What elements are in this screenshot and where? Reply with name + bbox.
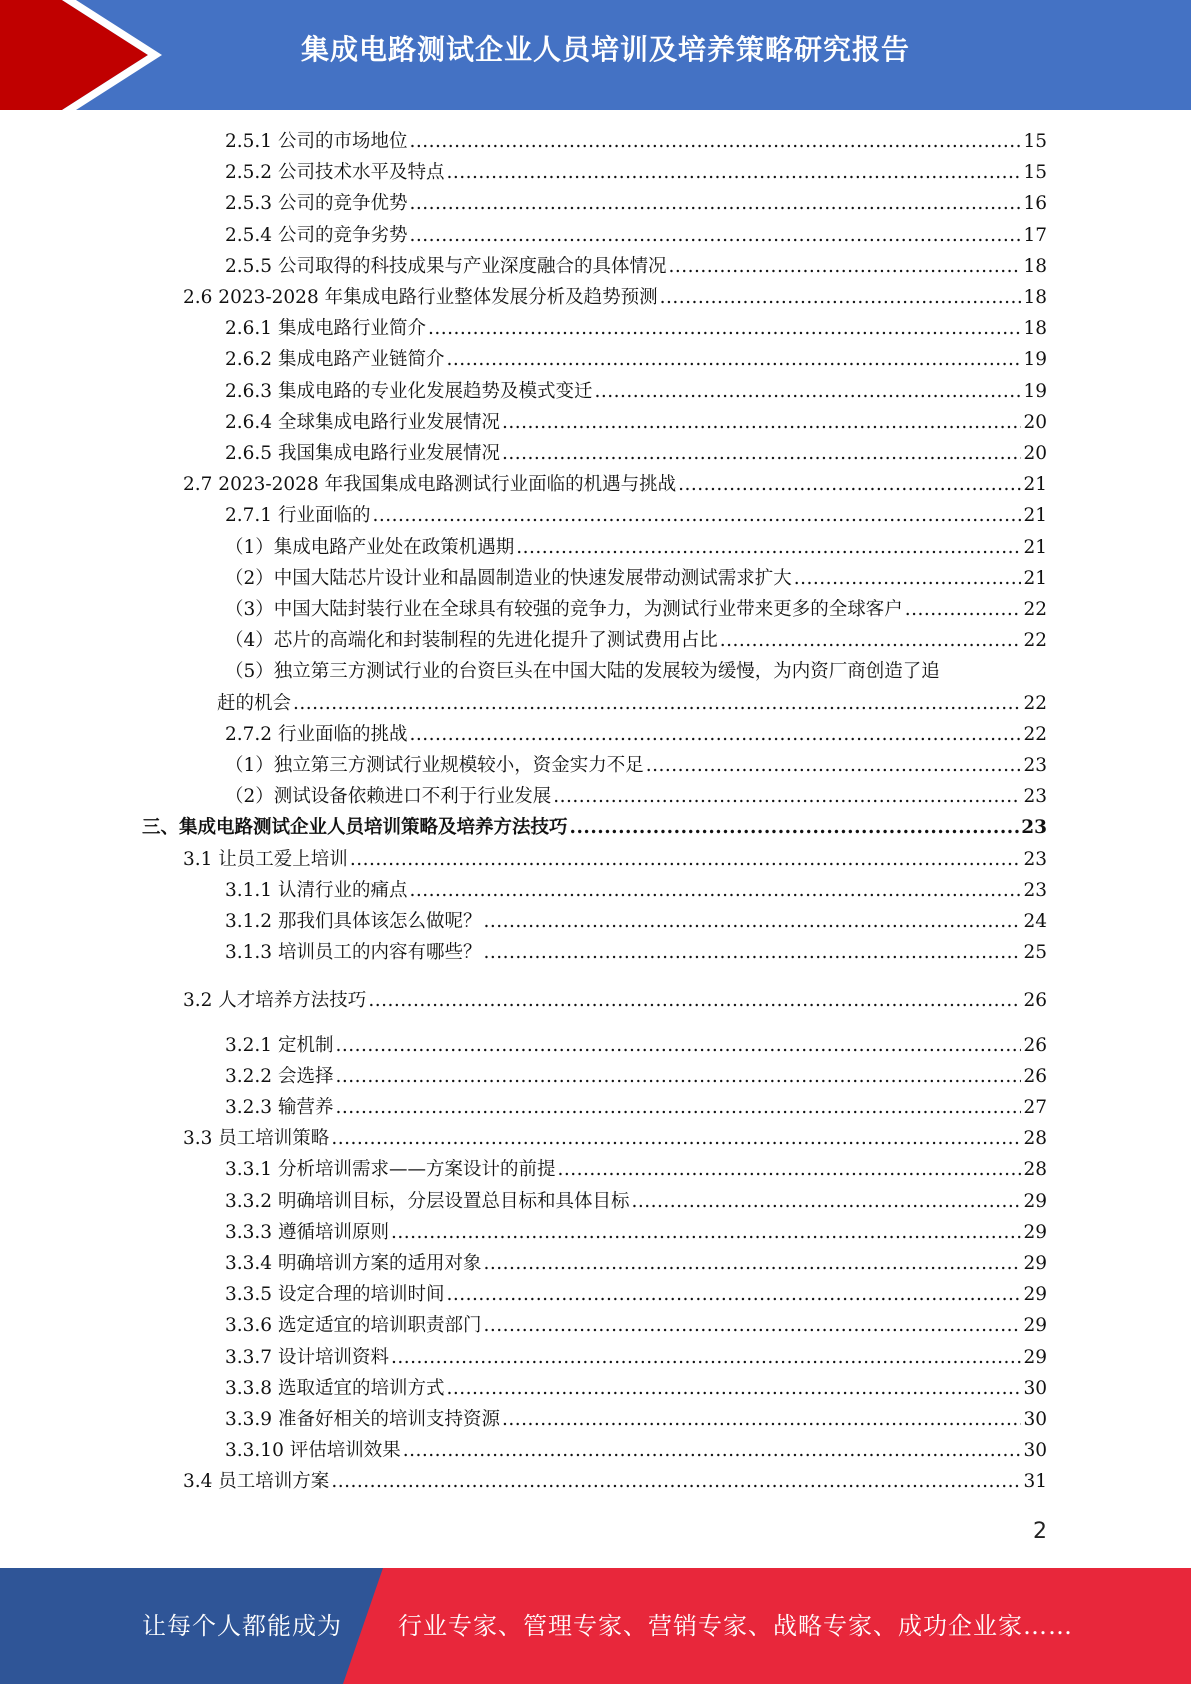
toc-leader-dots [391, 1217, 1021, 1248]
toc-entry[interactable] [225, 157, 1047, 188]
toc-leader-dots [660, 282, 1022, 313]
toc-entry[interactable] [225, 1030, 1047, 1061]
toc-entry-label: （4）芯片的高端化和封装制程的先进化提升了测试费用占比 [225, 630, 718, 652]
toc-entry[interactable] [225, 438, 1047, 469]
toc-entry-page: 29 [1023, 1346, 1047, 1368]
toc-entry-label: 3.1 让员工爱上培训 [183, 848, 348, 870]
toc-entry-label: 3.3.7 设计培训资料 [225, 1346, 389, 1368]
toc-entry-label: 3.2.1 定机制 [225, 1034, 334, 1056]
toc-entry-label: 2.7.2 行业面临的挑战 [225, 723, 408, 745]
toc-entry-page: 22 [1023, 599, 1047, 620]
toc-entry[interactable] [225, 625, 1047, 656]
toc-entry[interactable] [225, 1186, 1047, 1217]
toc-leader-dots [631, 1186, 1021, 1217]
toc-entry-page: 18 [1023, 287, 1047, 308]
toc-entry-page: 15 [1023, 162, 1047, 184]
toc-entry-page: 23 [1023, 755, 1047, 776]
toc-leader-dots [553, 781, 1021, 812]
toc-entry-page: 22 [1023, 630, 1047, 652]
toc-leader-dots [335, 1092, 1021, 1123]
toc-leader-dots [335, 1030, 1021, 1061]
toc-entry-page: 30 [1023, 1409, 1047, 1430]
toc-leader-dots [668, 251, 1021, 282]
toc-leader-dots [594, 376, 1021, 407]
page-footer [0, 1568, 1191, 1684]
toc-leader-dots [678, 469, 1021, 500]
toc-entry[interactable] [225, 1435, 1047, 1466]
toc-entry-label: 3.1.3 培训员工的内容有哪些？ [225, 942, 482, 964]
toc-leader-dots [502, 1404, 1021, 1435]
toc-leader-dots [409, 875, 1021, 906]
toc-entry-page: 23 [1023, 848, 1047, 870]
toc-entry[interactable] [225, 344, 1047, 375]
toc-entry-label: 2.6.5 我国集成电路行业发展情况 [225, 443, 500, 464]
toc-entry[interactable] [225, 563, 1047, 594]
toc-entry-label: 3.3.4 明确培训方案的适用对象 [225, 1253, 482, 1274]
toc-entry-page: 28 [1023, 1159, 1047, 1181]
toc-leader-dots [409, 188, 1021, 219]
toc-entry-label: 3.2.3 输营养 [225, 1097, 334, 1118]
toc-entry-page: 29 [1023, 1253, 1047, 1274]
toc-entry-label: 3.3.8 选取适宜的培训方式 [225, 1377, 445, 1399]
toc-entry[interactable] [225, 1342, 1047, 1373]
toc-entry-label: 2.7 2023-2028 年我国集成电路测试行业面临的机遇与挑战 [183, 474, 677, 496]
toc-leader-dots [403, 1435, 1022, 1466]
toc-entry-page: 19 [1023, 349, 1047, 371]
toc-entry-label: 3.1.2 那我们具体该怎么做呢？ [225, 911, 482, 932]
toc-entry-page: 18 [1023, 318, 1047, 340]
toc-leader-dots [646, 750, 1022, 781]
toc-entry-page: 21 [1023, 536, 1047, 558]
toc-leader-dots [372, 500, 1021, 531]
toc-entry-page: 29 [1023, 1315, 1047, 1337]
toc-entry[interactable] [183, 282, 1047, 313]
toc-entry[interactable] [225, 750, 1047, 781]
toc-leader-dots [516, 532, 1021, 563]
toc-leader-dots [331, 1466, 1021, 1497]
toc-entry[interactable] [225, 407, 1047, 438]
toc-entry-page: 17 [1023, 224, 1047, 246]
toc-entry[interactable] [183, 1123, 1047, 1154]
toc-entry-label: 3.3.10 评估培训效果 [225, 1440, 401, 1462]
toc-entry[interactable] [225, 313, 1047, 344]
toc-entry[interactable] [225, 1154, 1047, 1185]
toc-entry-page: 30 [1023, 1377, 1047, 1399]
toc-entry-page: 21 [1023, 505, 1047, 527]
toc-entry-page: 29 [1023, 1190, 1047, 1212]
toc-chapter[interactable] [142, 812, 1047, 843]
toc-leader-dots [905, 594, 1022, 625]
toc-leader-dots [483, 1310, 1021, 1341]
toc-entry-page: 25 [1023, 942, 1047, 964]
toc-entry-label: 2.6 2023-2028 年集成电路行业整体发展分析及趋势预测 [183, 287, 658, 308]
toc-entry[interactable] [225, 251, 1047, 282]
toc-leader-dots [368, 985, 1021, 1016]
toc-entry[interactable] [225, 188, 1047, 219]
toc-entry[interactable] [225, 937, 1047, 968]
footer-slogan-right: 行业专家、管理专家、营销专家、战略专家、成功企业家…… [398, 1612, 1073, 1640]
toc-entry-page: 18 [1023, 255, 1047, 277]
toc-entry-label: （1）集成电路产业处在政策机遇期 [225, 536, 515, 558]
toc-entry-label: （5）独立第三方测试行业的台资巨头在中国大陆的发展较为缓慢，为内资厂商创造了追 [225, 661, 940, 683]
toc-entry[interactable] [225, 1310, 1047, 1341]
footer-slogan-left: 让每个人都能成为 [142, 1612, 342, 1640]
toc-leader-dots [502, 407, 1021, 438]
toc-entry-label: 3.1.1 认清行业的痛点 [225, 879, 408, 901]
toc-entry[interactable] [225, 1373, 1047, 1404]
toc-entry-label: 3.3.6 选定适宜的培训职责部门 [225, 1315, 482, 1337]
toc-entry-label: 2.6.4 全球集成电路行业发展情况 [225, 411, 500, 433]
toc-entry-page: 20 [1023, 443, 1047, 464]
toc-entry-label: （3）中国大陆封装行业在全球具有较强的竞争力，为测试行业带来更多的全球客户 [225, 599, 903, 620]
page-header [0, 0, 1191, 110]
toc-entry[interactable] [225, 500, 1047, 531]
toc-entry-label: （2）中国大陆芯片设计业和晶圆制造业的快速发展带动测试需求扩大 [225, 567, 792, 589]
toc-entry-label: 3.2 人才培养方法技巧 [183, 990, 367, 1012]
toc-entry[interactable] [225, 875, 1047, 906]
toc-leader-dots [483, 937, 1021, 968]
toc-entry-page: 29 [1023, 1221, 1047, 1243]
toc-entry-label: 2.5.1 公司的市场地位 [225, 131, 408, 152]
toc-leader-dots [446, 157, 1021, 188]
toc-entry-page: 30 [1023, 1440, 1047, 1462]
toc-entry[interactable] [225, 376, 1047, 407]
toc-entry-page: 28 [1023, 1128, 1047, 1150]
toc-entry-page: 22 [1023, 723, 1047, 745]
toc-entry-label: 2.5.3 公司的竞争优势 [225, 193, 408, 215]
toc-entry-label: 3.3.1 分析培训需求——方案设计的前提 [225, 1159, 556, 1181]
toc-entry-label: 2.5.5 公司取得的科技成果与产业深度融合的具体情况 [225, 255, 667, 277]
toc-entry-page: 23 [1023, 786, 1047, 808]
toc-entry[interactable] [183, 985, 1047, 1016]
toc-entry-page: 29 [1023, 1284, 1047, 1306]
toc-leader-dots [409, 719, 1021, 750]
toc-entry-page: 26 [1023, 990, 1047, 1012]
toc-leader-dots [794, 563, 1022, 594]
toc-entry-page: 26 [1023, 1034, 1047, 1056]
toc-entry-label: 2.5.4 公司的竞争劣势 [225, 224, 408, 246]
toc-leader-dots [483, 906, 1021, 937]
toc-entry-label: 2.6.1 集成电路行业简介 [225, 318, 426, 340]
toc-entry-continuation[interactable] [217, 688, 1047, 719]
toc-leader-dots [409, 126, 1021, 157]
toc-entry-page: 27 [1023, 1097, 1047, 1118]
toc-entry-label: 3.2.2 会选择 [225, 1065, 334, 1087]
toc-entry-page: 26 [1023, 1065, 1047, 1087]
header-title: 集成电路测试企业人员培训及培养策略研究报告 [300, 33, 910, 66]
toc-entry-label: 3.3.5 设定合理的培训时间 [225, 1284, 445, 1306]
toc-leader-dots [446, 344, 1021, 375]
toc-entry-label: 2.7.1 行业面临的 [225, 505, 371, 527]
toc-entry-page: 16 [1023, 193, 1047, 215]
toc-entry[interactable] [225, 719, 1047, 750]
toc-entry[interactable] [225, 126, 1047, 157]
page-number: 2 [1033, 1519, 1047, 1544]
toc-leader-dots [446, 1373, 1021, 1404]
toc-entry-page: 24 [1023, 911, 1047, 932]
toc-entry[interactable] [225, 656, 1047, 687]
toc-entry[interactable] [225, 1248, 1047, 1279]
toc-entry[interactable] [225, 220, 1047, 251]
toc-entry-page: 19 [1023, 380, 1047, 402]
toc-entry-label: 2.5.2 公司技术水平及特点 [225, 162, 445, 184]
toc-entry-label: 3.3.3 遵循培训原则 [225, 1221, 389, 1243]
toc-entry[interactable] [225, 781, 1047, 812]
toc-entry[interactable] [225, 532, 1047, 563]
toc-entry[interactable] [183, 469, 1047, 500]
toc-entry-page: 21 [1023, 474, 1047, 496]
toc-entry-page: 21 [1023, 567, 1047, 589]
toc-entry[interactable] [183, 1466, 1047, 1497]
toc-entry-label: （1）独立第三方测试行业规模较小，资金实力不足 [225, 755, 644, 776]
toc-entry-page: 22 [1023, 692, 1047, 714]
toc-entry[interactable] [225, 1404, 1047, 1435]
toc-entry-label: 三、集成电路测试企业人员培训策略及培养方法技巧 [142, 817, 568, 839]
toc-leader-dots [428, 313, 1021, 344]
toc-leader-dots [446, 1279, 1021, 1310]
toc-entry[interactable] [225, 1217, 1047, 1248]
toc-entry-page: 20 [1023, 411, 1047, 433]
toc-entry-label: 3.3.2 明确培训目标，分层设置总目标和具体目标 [225, 1190, 630, 1212]
toc-entry[interactable] [183, 844, 1047, 875]
toc-entry-label: （2）测试设备依赖进口不利于行业发展 [225, 786, 552, 808]
toc-leader-dots [502, 438, 1021, 469]
toc-leader-dots [720, 625, 1022, 656]
toc-entry[interactable] [225, 594, 1047, 625]
toc-leader-dots [557, 1154, 1021, 1185]
toc-entry-label: 3.3 员工培训策略 [183, 1128, 330, 1150]
toc-entry-label: 3.4 员工培训方案 [183, 1471, 330, 1493]
toc-leader-dots [350, 844, 1022, 875]
toc-entry-page: 15 [1023, 131, 1047, 152]
toc-entry-label: 2.6.2 集成电路产业链简介 [225, 349, 445, 371]
toc-entry[interactable] [225, 1279, 1047, 1310]
toc-leader-dots [391, 1342, 1021, 1373]
toc-entry[interactable] [225, 1061, 1047, 1092]
toc-leader-dots [409, 220, 1021, 251]
toc-entry-page: 23 [1021, 817, 1047, 839]
toc-entry-label: 赶的机会 [217, 692, 292, 714]
toc-leader-dots [293, 688, 1021, 719]
toc-entry-page: 31 [1023, 1471, 1047, 1493]
toc-entry[interactable] [225, 1092, 1047, 1123]
toc-entry-page: 23 [1023, 879, 1047, 901]
toc-entry-label: 2.6.3 集成电路的专业化发展趋势及模式变迁 [225, 380, 593, 402]
toc-leader-dots [483, 1248, 1021, 1279]
toc-leader-dots [570, 812, 1020, 843]
toc-entry[interactable] [225, 906, 1047, 937]
toc-entry-label: 3.3.9 准备好相关的培训支持资源 [225, 1409, 500, 1430]
toc-leader-dots [331, 1123, 1021, 1154]
toc-leader-dots [335, 1061, 1021, 1092]
